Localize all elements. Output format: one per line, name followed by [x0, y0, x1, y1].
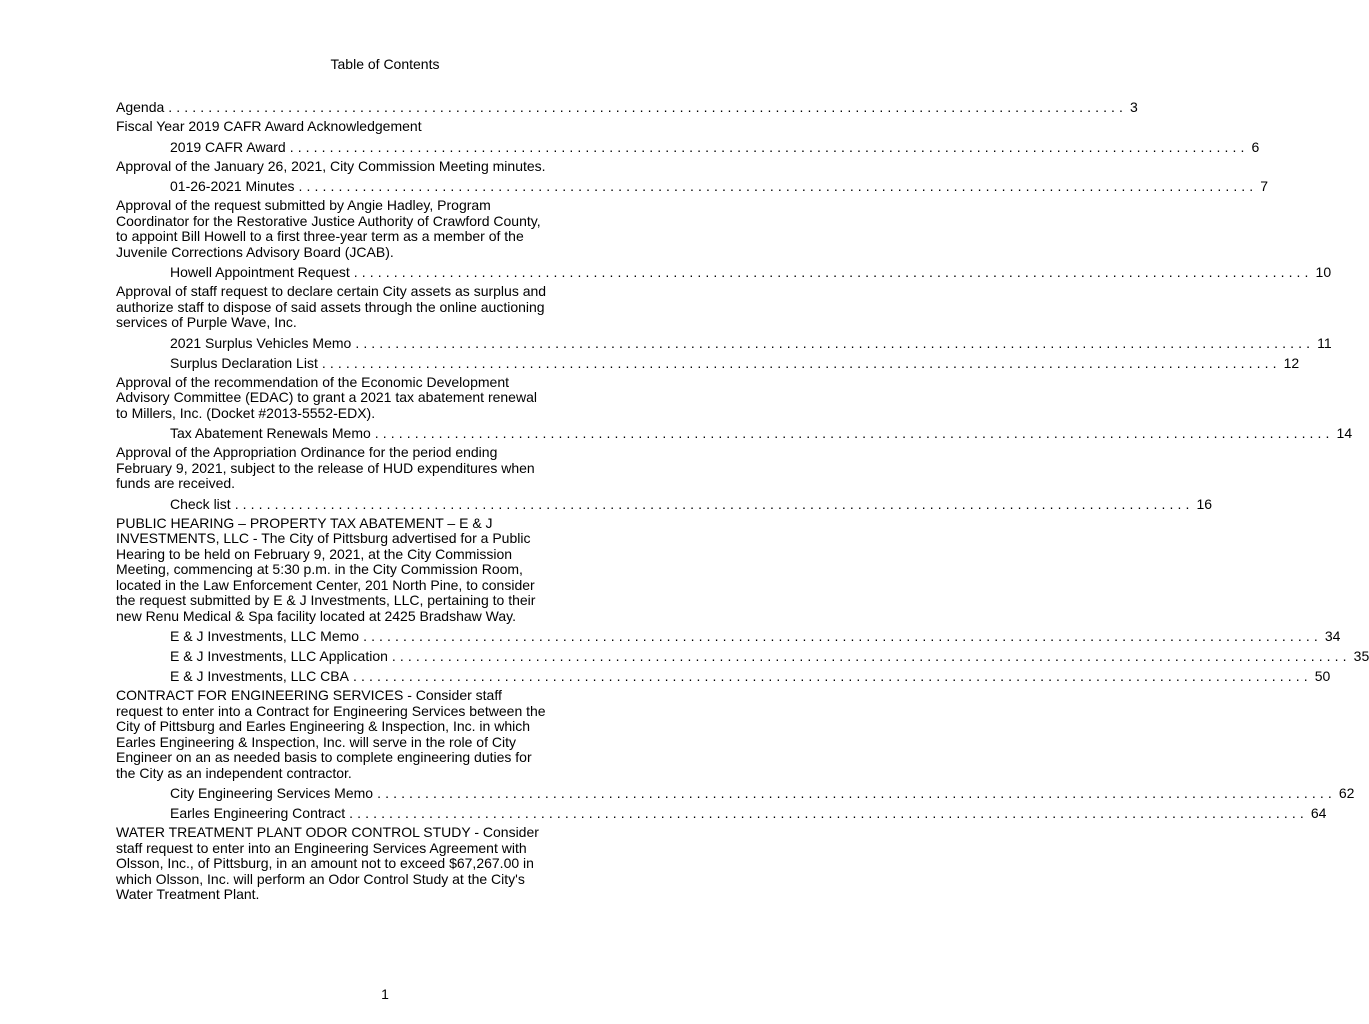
dot-leader: ........................................................................................................................: [352, 668, 1312, 684]
toc-section: [116, 444, 1213, 514]
dot-leader: ........................................................................................................................: [298, 178, 1258, 194]
toc-entry-page: 10: [1315, 264, 1332, 280]
toc-entry[interactable]: [116, 646, 1369, 666]
toc-entry-label: E & J Investments, LLC Application: [170, 648, 388, 664]
toc-entry-agenda[interactable]: [116, 97, 1138, 117]
toc-entry-label: Earles Engineering Contract: [170, 805, 346, 821]
table-of-contents: [116, 97, 1369, 905]
toc-section-title: Approval of the Appropriation Ordinance for the period ending February 9, 2021, subject to the release of HUD expenditures when funds are received.: [116, 444, 535, 491]
toc-section: [116, 157, 1269, 197]
dot-leader: ........................................................................................................................: [321, 354, 1281, 371]
toc-entry-label: Check list: [170, 495, 231, 512]
toc-entry[interactable]: [116, 353, 1300, 373]
toc-entry-page: 34: [1324, 628, 1341, 644]
toc-entry-page: 12: [1283, 354, 1300, 371]
toc-section-title: Approval of the January 26, 2021, City Commission Meeting minutes.: [116, 157, 546, 174]
toc-entry-label: E & J Investments, LLC CBA: [170, 668, 349, 684]
toc-entry-page: 3: [1130, 99, 1138, 115]
toc-entry[interactable]: [116, 137, 1260, 157]
toc-section-title: Approval of the request submitted by Angie Hadley, Program Coordinator for the Restorative Justice Authority of Crawford County, to appoint Bill Howell to a first three-year term as a member of the Juvenile Corrections Advisory Board (JCAB).: [116, 197, 541, 260]
toc-entry[interactable]: [116, 626, 1341, 646]
toc-entry[interactable]: [116, 803, 1327, 823]
toc-entry-page: 14: [1336, 425, 1353, 441]
dot-leader: ........................................................................................................................: [349, 805, 1308, 821]
toc-entry[interactable]: [116, 176, 1269, 196]
toc-entry-page: 11: [1317, 334, 1332, 351]
toc-entry-label: 2019 CAFR Award: [170, 138, 286, 155]
dot-leader: ........................................................................................................................: [374, 425, 1334, 441]
page-title: Table of Contents: [330, 56, 440, 72]
toc-entry[interactable]: [116, 262, 1332, 282]
toc-entry-page: 6: [1251, 138, 1260, 155]
toc-entry-label: 2021 Surplus Vehicles Memo: [170, 334, 352, 351]
toc-entry-page: 35: [1353, 648, 1369, 664]
dot-leader: ........................................................................................................................: [363, 628, 1322, 644]
toc-entry-page: 64: [1310, 805, 1327, 821]
toc-section: [116, 373, 1353, 444]
toc-entry[interactable]: [116, 423, 1353, 443]
toc-entry-label: E & J Investments, LLC Memo: [170, 628, 360, 644]
dot-leader: ........................................................................................................................: [289, 138, 1249, 155]
toc-sections: [116, 118, 1369, 903]
toc-section: [116, 118, 1260, 157]
toc-entry-label: Agenda: [116, 99, 165, 115]
toc-section: [116, 687, 1355, 823]
toc-entry-page: 16: [1196, 495, 1213, 512]
dot-leader: ........................................................................................................................: [168, 99, 1128, 115]
toc-section-title: Approval of staff request to declare certain City assets as surplus and authorize staff to dispose of said assets through the online auctioning services of Purple Wave, Inc.: [116, 283, 547, 330]
toc-entry-page: 62: [1338, 785, 1355, 801]
toc-section-title: Approval of the recommendation of the Economic Development Advisory Committee (EDAC) to grant a 2021 tax abatement renewal to Millers, Inc. (Docket #2013-5552-EDX).: [116, 373, 537, 421]
toc-section-title: Fiscal Year 2019 CAFR Award Acknowledgement: [116, 118, 422, 134]
toc-section: [116, 825, 625, 903]
dot-leader: ........................................................................................................................: [355, 334, 1315, 351]
toc-section-title: CONTRACT FOR ENGINEERING SERVICES - Consider staff request to enter into a Contract for Engineering Services between the City of Pittsburg and Earles Engineering & Inspection, Inc. in which Earles Engineering & Inspection, Inc. will serve in the role of City Engineer on an as needed basis to complete engineering duties for the City as an independent contractor.: [116, 687, 546, 781]
toc-section-title: PUBLIC HEARING – PROPERTY TAX ABATEMENT – E & J INVESTMENTS, LLC - The City of Pittsburg advertised for a Public Hearing to be held on February 9, 2021, at the City Commission Meeting, commencing at 5:30 p.m. in the City Commission Room, located in the Law Enforcement Center, 201 North Pine, to consider the request submitted by E & J Investments, LLC, pertaining to their new Renu Medical & Spa facility located at 2425 Bradshaw Way.: [116, 514, 536, 624]
dot-leader: ........................................................................................................................: [234, 495, 1194, 512]
toc-section: [116, 283, 1332, 373]
page-number: 1: [381, 986, 389, 1002]
dot-leader: ........................................................................................................................: [353, 264, 1313, 280]
toc-entry[interactable]: [116, 494, 1213, 514]
toc-section: [116, 514, 1369, 687]
toc-section-title: WATER TREATMENT PLANT ODOR CONTROL STUDY - Consider staff request to enter into an Engineering Services Agreement with Olsson, Inc., of Pittsburg, in an amount not to exceed $67,267.00 in which Olsson, Inc. will perform an Odor Control Study at the City's Water Treatment Plant.: [116, 824, 539, 902]
toc-entry-label: Howell Appointment Request: [170, 264, 350, 280]
toc-entry-page: 7: [1260, 178, 1269, 194]
toc-section: [116, 197, 1332, 282]
toc-entry[interactable]: [116, 666, 1331, 686]
toc-entry[interactable]: [116, 783, 1355, 803]
toc-entry-label: 01-26-2021 Minutes: [170, 178, 295, 194]
dot-leader: ........................................................................................................................: [391, 648, 1351, 664]
toc-entry-label: Tax Abatement Renewals Memo: [170, 425, 371, 441]
toc-entry-page: 50: [1314, 668, 1331, 684]
toc-entry-label: City Engineering Services Memo: [170, 785, 374, 801]
dot-leader: ........................................................................................................................: [377, 785, 1336, 801]
toc-entry[interactable]: [116, 333, 1332, 353]
toc-entry-label: Surplus Declaration List: [170, 354, 318, 371]
